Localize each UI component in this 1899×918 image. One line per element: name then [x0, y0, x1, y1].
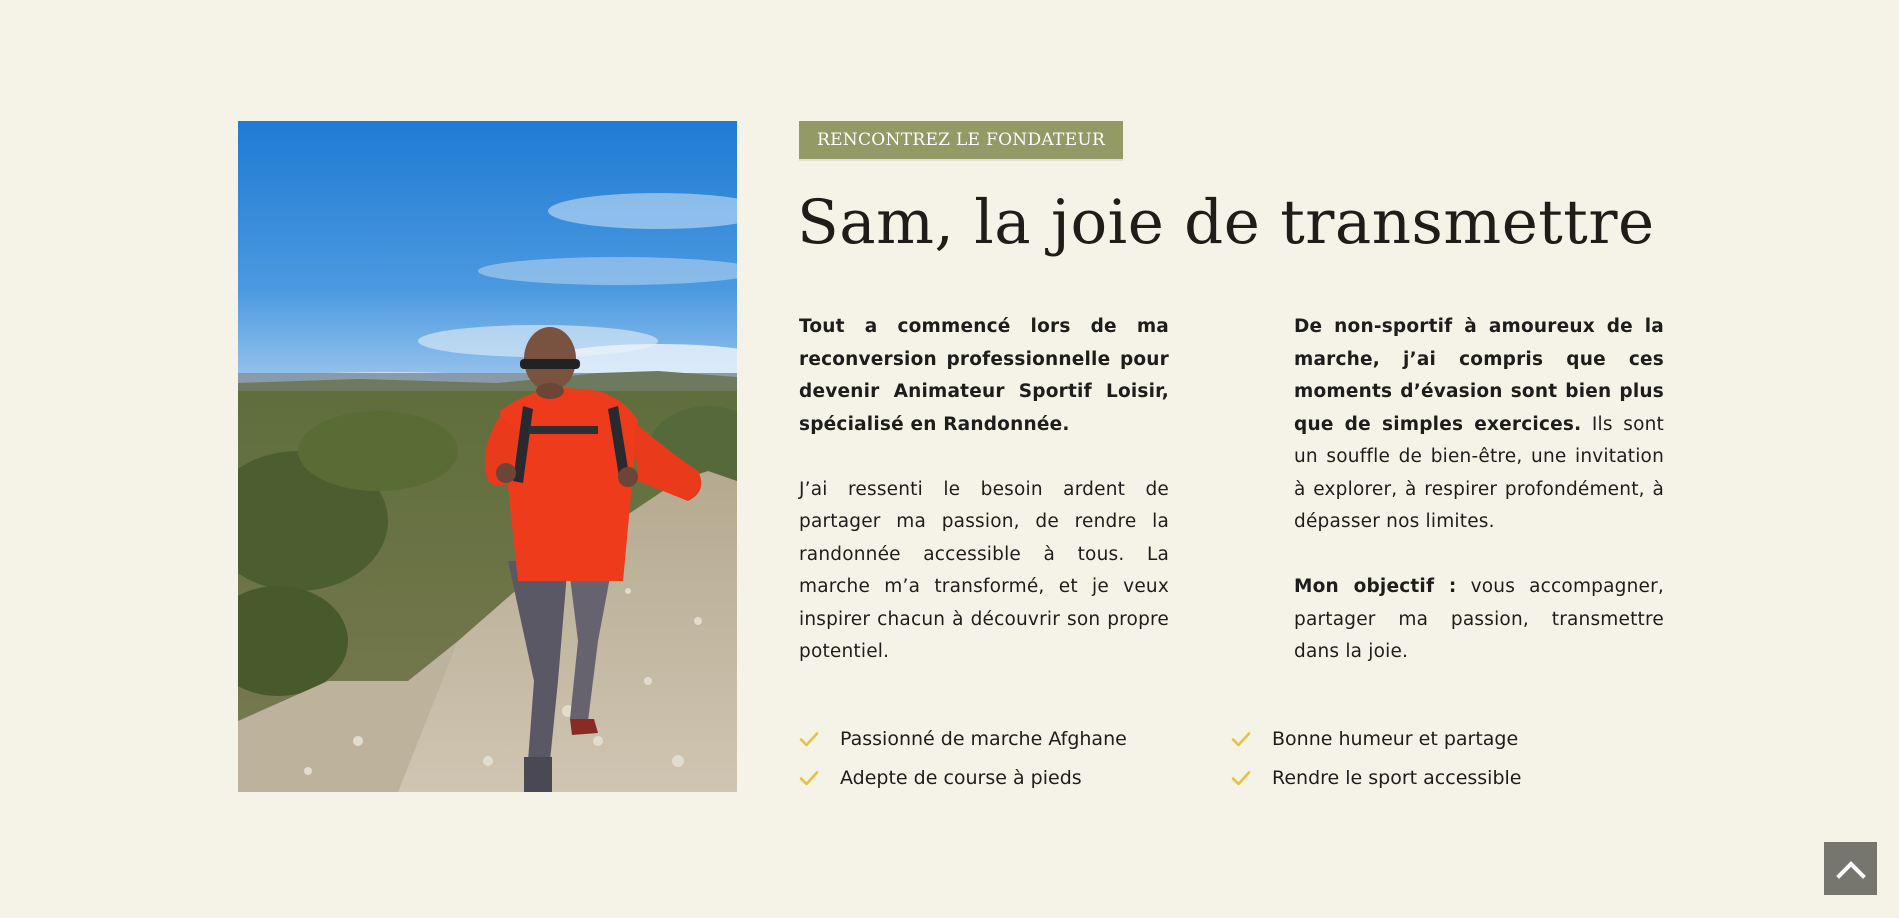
list-item: [799, 758, 1199, 797]
journey-paragraph-bold: De non-sportif à amoureux de la marche, j’ai compris que ces moments d’évasion sont bien plus que de simples exercices.: [1294, 316, 1664, 435]
chevron-up-icon: [1836, 859, 1866, 879]
objective-label: Mon objectif :: [1294, 576, 1457, 597]
objective-text: vous accompagner, partager ma passion, transmettre dans la joie.: [1294, 576, 1664, 662]
check-icon: [799, 768, 819, 788]
list-item-label: Adepte de course à pieds: [840, 766, 1082, 789]
intro-paragraph: [799, 311, 1169, 441]
founder-photo: [238, 121, 737, 792]
journey-paragraph: [1294, 311, 1664, 539]
passion-paragraph: J’ai ressenti le besoin ardent de partager ma passion, de rendre la randonnée accessible à tous. La marche m’a transformé, et je veux inspirer chacun à découvrir son propre potentiel.: [799, 478, 1169, 662]
checklist-left: [799, 719, 1199, 797]
section-title: Sam, la joie de transmettre: [797, 187, 1655, 258]
intro-paragraph-bold: Tout a commencé lors de ma reconversion professionnelle pour devenir Animateur Sportif Loisir, spécialisé en Randonnée.: [799, 316, 1169, 435]
check-icon: [799, 729, 819, 749]
list-item: [1231, 758, 1631, 797]
text-column-left: [799, 311, 1169, 669]
objective-paragraph: [1294, 571, 1664, 669]
list-item: [799, 719, 1199, 758]
list-item: [1231, 719, 1631, 758]
section-badge: RENCONTREZ LE FONDATEUR: [799, 121, 1123, 159]
checklist-right: [1231, 719, 1631, 797]
list-item-label: Rendre le sport accessible: [1272, 766, 1522, 789]
back-to-top-button[interactable]: [1824, 842, 1877, 895]
journey-paragraph-rest: Ils sont un souffle de bien-être, une invitation à explorer, à respirer profondément, à dépasser nos limites.: [1294, 413, 1665, 532]
text-column-right: [1294, 311, 1664, 669]
list-item-label: Passionné de marche Afghane: [840, 727, 1127, 750]
list-item-label: Bonne humeur et partage: [1272, 727, 1519, 750]
check-icon: [1231, 729, 1251, 749]
check-icon: [1231, 768, 1251, 788]
